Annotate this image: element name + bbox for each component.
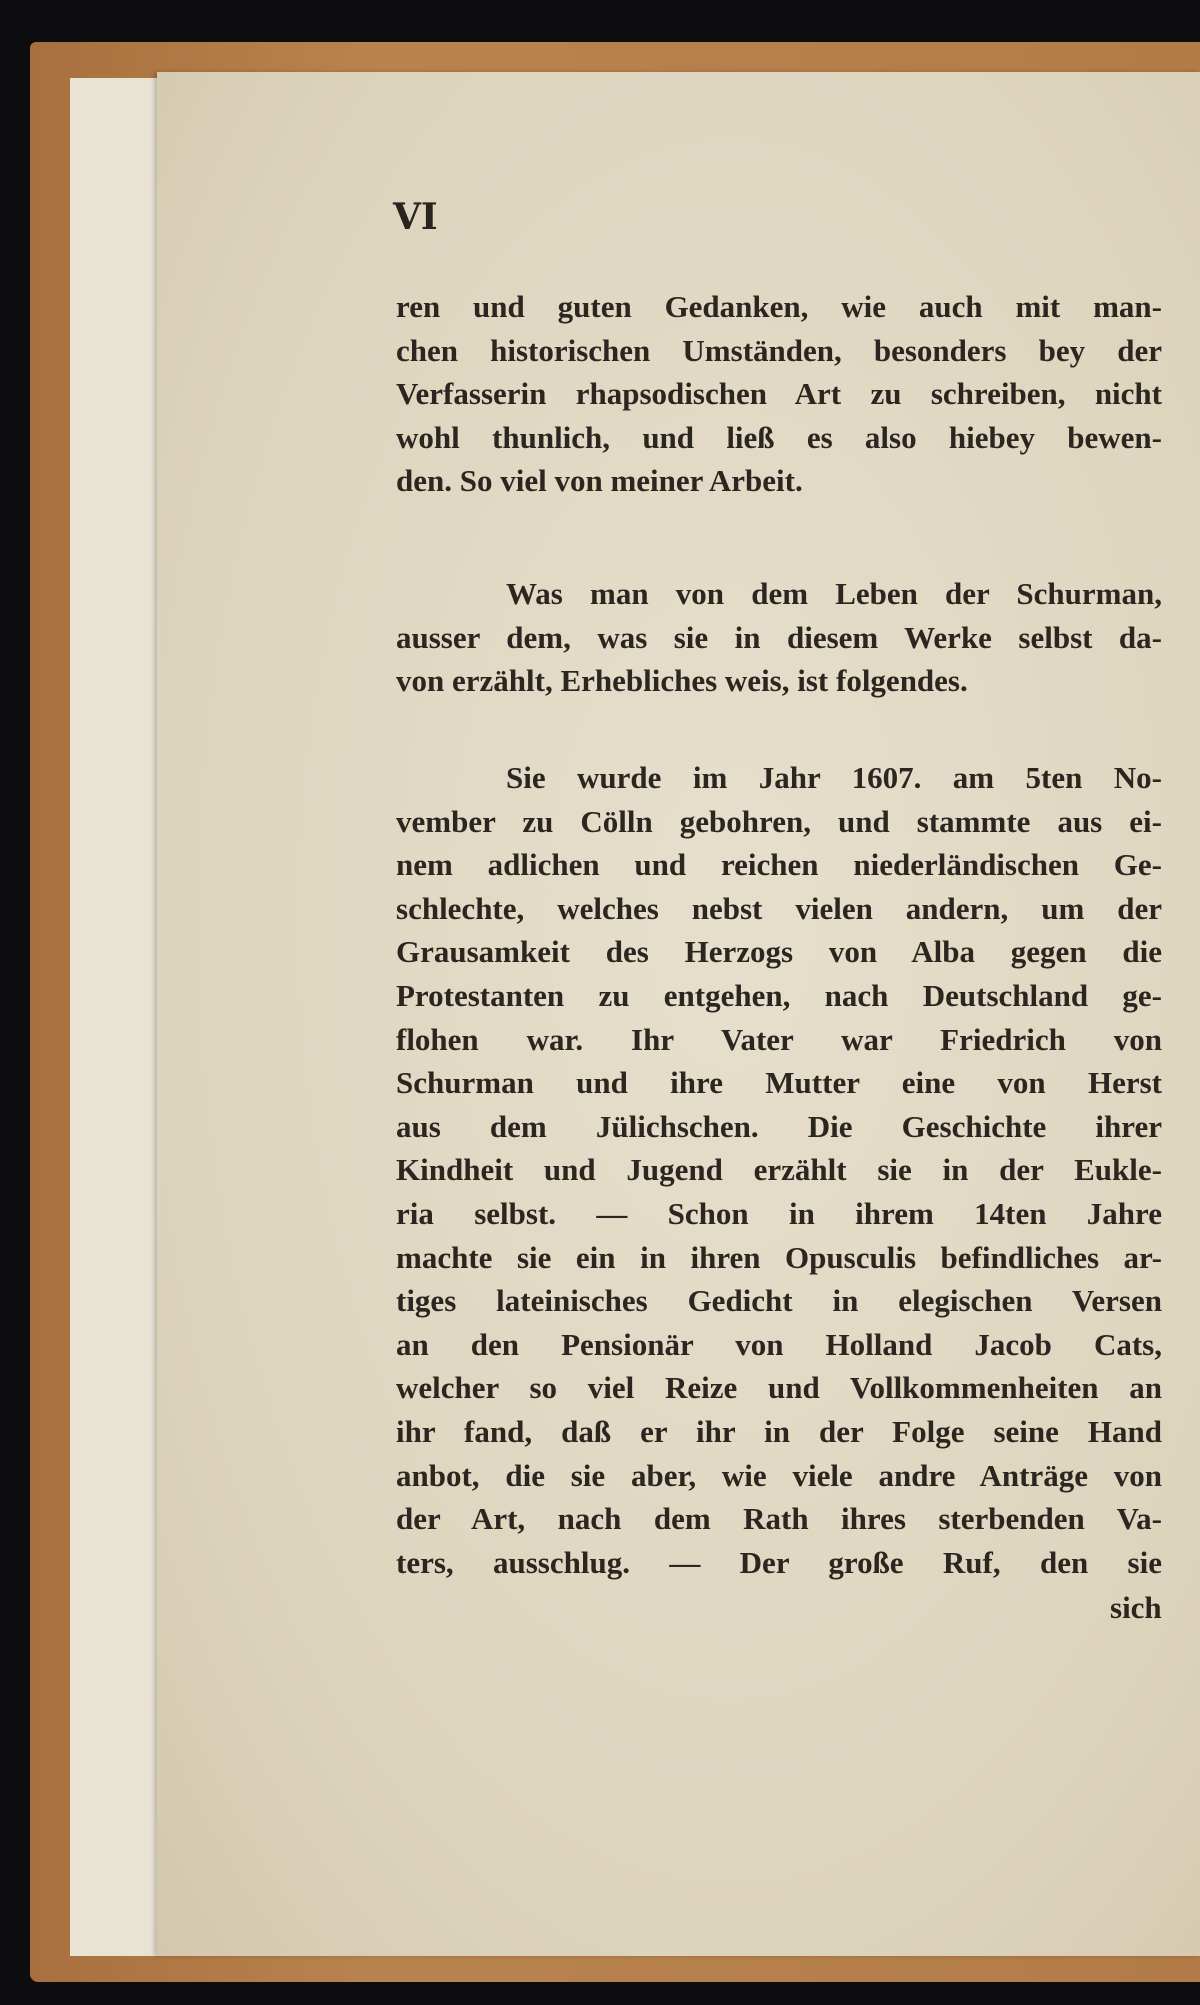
text-line: aus dem Jülichschen. Die Geschichte ihrer [396, 1108, 1162, 1144]
text-line: anbot, die sie aber, wie viele andre Anträge von [396, 1457, 1162, 1493]
text-line: flohen war. Ihr Vater war Friedrich von [396, 1021, 1162, 1057]
text-line: schlechte, welches nebst vielen andern, um der [396, 890, 1162, 926]
text-line: ren und guten Gedanken, wie auch mit man- [396, 289, 1162, 324]
text-line: chen historischen Umständen, besonders bey der [396, 332, 1162, 368]
text-line: an den Pensionär von Holland Jacob Cats, [396, 1326, 1162, 1362]
text-line: Schurman und ihre Mutter eine von Herst [396, 1065, 1162, 1101]
text-line: Protestanten zu entgehen, nach Deutschland ge- [396, 977, 1162, 1013]
text-line: tiges lateinisches Gedicht in elegischen Versen [396, 1283, 1162, 1319]
paragraph-2 [396, 572, 1162, 703]
text-line: ria selbst. — Schon in ihrem 14ten Jahre [396, 1195, 1162, 1231]
text-line: welcher so viel Reize und Vollkommenheiten an [396, 1370, 1162, 1406]
catchword: sich [1110, 1590, 1162, 1625]
text-line: Kindheit und Jugend erzählt sie in der Eukle- [396, 1152, 1162, 1188]
page-number: VI [393, 196, 438, 238]
text-line: wohl thunlich, und ließ es also hiebey bewen- [396, 419, 1162, 455]
paragraph-3 [396, 756, 1162, 1584]
text-line: ters, ausschlug. — Der große Ruf, den sie [396, 1544, 1162, 1580]
text-line: von erzählt, Erhebliches weis, ist folgendes. [396, 663, 968, 699]
text-line: Was man von dem Leben der Schurman, [506, 576, 1162, 611]
flyleaf [70, 78, 165, 1956]
text-line: den. So viel von meiner Arbeit. [396, 463, 803, 499]
text-line: ihr fand, daß er ihr in der Folge seine Hand [396, 1413, 1162, 1449]
text-line: ausser dem, was sie in diesem Werke selbst da- [396, 619, 1162, 655]
text-line: machte sie ein in ihren Opusculis befindliches ar- [396, 1239, 1162, 1275]
text-line: Sie wurde im Jahr 1607. am 5ten No- [506, 760, 1162, 795]
text-line: nem adlichen und reichen niederländischen Ge- [396, 847, 1162, 883]
text-line: vember zu Cölln gebohren, und stammte aus ei- [396, 803, 1162, 839]
text-line: Grausamkeit des Herzogs von Alba gegen die [396, 934, 1162, 970]
text-line: der Art, nach dem Rath ihres sterbenden Va- [396, 1501, 1162, 1537]
text-line: Verfasserin rhapsodischen Art zu schreiben, nicht [396, 376, 1162, 412]
paragraph-1 [396, 285, 1162, 503]
